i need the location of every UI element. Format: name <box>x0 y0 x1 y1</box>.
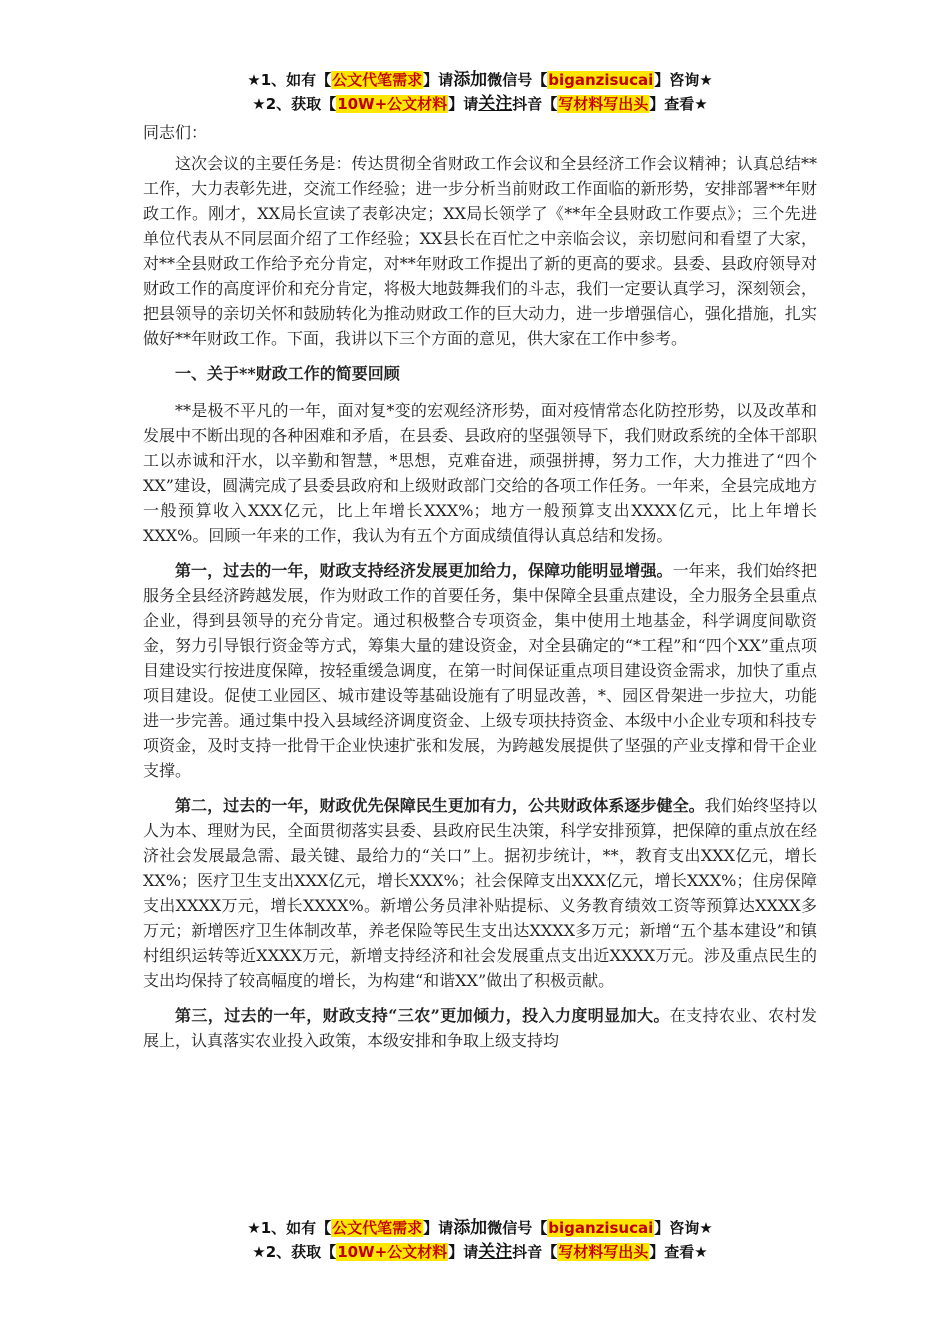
promo-text: 】咨询★ <box>654 1219 713 1237</box>
highlight-text: 写材料写出头 <box>558 1243 649 1261</box>
point-2-paragraph <box>143 793 817 993</box>
promo-banner-bottom <box>140 1216 820 1264</box>
intro-paragraph: 这次会议的主要任务是：传达贯彻全省财政工作会议和全县经济工作会议精神；认真总结**工作，大力表彰先进，交流工作经验；进一步分析当前财政工作面临的新形势，安排部署**年财政工作。刚才，XX局长宣读了表彰决定；XX局长领学了《**年全县财政工作要点》；三个先进单位代表从不同层面介绍了工作经验；XX县长在百忙之中亲临会议，亲切慰问和看望了大家，对**全县财政工作给予充分肯定，对**年财政工作提出了新的更高的要求。县委、县政府领导对财政工作的高度评价和充分肯定，将极大地鼓舞我们的斗志，我们一定要认真学习，深刻领会，把县领导的亲切关怀和鼓励转化为推动财政工作的巨大动力，进一步增强信心，强化措施，扎实做好**年财政工作。下面，我讲以下三个方面的意见，供大家在工作中参考。 <box>143 154 817 348</box>
promo-text: 微信号【 <box>487 1219 548 1237</box>
promo-text: 】查看★ <box>649 1243 708 1261</box>
promo-text: 】请 <box>448 1243 479 1261</box>
promo-text: ★1、如有【 <box>247 1219 332 1237</box>
point-1-paragraph <box>143 558 817 783</box>
emphasis-text: 添加 <box>453 70 488 90</box>
review-paragraph: **是极不平凡的一年，面对复*变的宏观经济形势，面对疫情常态化防控形势，以及改革和发展中不断出现的各种困难和矛盾，在县委、县政府的坚强领导下，我们财政系统的全体干部职工以赤诚和汗水，以辛勤和智慧，*思想，克难奋进，顽强拼搏，努力工作，大力推进了“四个XX”建设，圆满完成了县委县政府和上级财政部门交给的各项工作任务。一年来，全县完成地方一般预算收入XXX亿元，比上年增长XXX%；地方一般预算支出XXXX亿元，比上年增长XXX%。回顾一年来的工作，我认为有五个方面成绩值得认真总结和发扬。 <box>143 401 817 545</box>
point-3-text: 在支持农业、农村发展上，认真落实农业投入政策，本级安排和争取上级支持均 <box>143 1006 817 1050</box>
highlight-text: biganzisucai <box>548 1219 654 1237</box>
highlight-text: 公文代笔需求 <box>332 1219 423 1237</box>
point-3-lead: 第三，过去的一年，财政支持“三农”更加倾力，投入力度明显加大。 <box>175 1006 670 1025</box>
highlight-text: 公文代笔需求 <box>332 71 423 89</box>
promo-text: 】请 <box>448 95 479 113</box>
promo-line-2 <box>140 92 820 116</box>
point-3-paragraph <box>143 1003 817 1053</box>
salutation: 同志们： <box>143 123 208 142</box>
emphasis-text: 关注 <box>478 1242 513 1262</box>
promo-text: 微信号【 <box>487 71 548 89</box>
promo-line-1 <box>140 68 820 92</box>
promo-text: 抖音【 <box>512 95 558 113</box>
document-body <box>143 120 817 1063</box>
highlight-text: 10W+公文材料 <box>337 1243 448 1261</box>
emphasis-text: 添加 <box>453 1218 488 1238</box>
point-2-text: 我们始终坚持以人为本、理财为民，全面贯彻落实县委、县政府民生决策，科学安排预算，把保障的重点放在经济社会发展最急需、最关键、最给力的“关口”上。据初步统计，**，教育支出XXX亿元，增长XX%；医疗卫生支出XXX亿元，增长XXX%；社会保障支出XXX亿元，增长XXX%；住房保障支出XXXX万元，增长XXXX%。新增公务员津补贴提标、义务教育绩效工资等预算达XXXX多万元；新增医疗卫生体制改革，养老保险等民生支出达XXXX多万元；新增“五个基本建设”和镇村组织运转等近XXXX万元，新增支持经济和社会发展重点支出近XXXX万元。涉及重点民生的支出均保持了较高幅度的增长，为构建“和谐XX”做出了积极贡献。 <box>143 796 817 990</box>
highlight-text: biganzisucai <box>548 71 654 89</box>
point-1-lead: 第一，过去的一年，财政支持经济发展更加给力，保障功能明显增强。 <box>175 561 673 580</box>
point-2-lead: 第二，过去的一年，财政优先保障民生更加有力，公共财政体系逐步健全。 <box>175 796 705 815</box>
promo-text: 】请 <box>423 71 454 89</box>
highlight-text: 10W+公文材料 <box>337 95 448 113</box>
promo-text: 】咨询★ <box>654 71 713 89</box>
promo-text: 】请 <box>423 1219 454 1237</box>
point-1-text: 一年来，我们始终把服务全县经济跨越发展，作为财政工作的首要任务，集中保障全县重点建设，全力服务全县重点企业，得到县领导的充分肯定。通过积极整合专项资金，集中使用土地基金，科学调度间歇资金，努力引导银行资金等方式，筹集大量的建设资金，对全县确定的“*工程”和“四个XX”重点项目建设实行按进度保障，按轻重缓急调度，在第一时间保证重点项目建设资金需求，加快了重点项目建设。促使工业园区、城市建设等基础设施有了明显改善，*、园区骨架进一步拉大，功能进一步完善。通过集中投入县域经济调度资金、上级专项扶持资金、本级中小企业专项和科技专项资金，及时支持一批骨干企业快速扩张和发展，为跨越发展提供了坚强的产业支撑和骨干企业支撑。 <box>143 561 817 780</box>
promo-text: 抖音【 <box>512 1243 558 1261</box>
section-heading: 一、关于**财政工作的简要回顾 <box>175 364 400 383</box>
highlight-text: 写材料写出头 <box>558 95 649 113</box>
promo-text: ★2、获取【 <box>252 95 337 113</box>
promo-line-1 <box>140 1216 820 1240</box>
promo-text: 】查看★ <box>649 95 708 113</box>
promo-text: ★1、如有【 <box>247 71 332 89</box>
emphasis-text: 关注 <box>478 94 513 114</box>
promo-text: ★2、获取【 <box>252 1243 337 1261</box>
promo-banner-top <box>140 68 820 116</box>
promo-line-2 <box>140 1240 820 1264</box>
